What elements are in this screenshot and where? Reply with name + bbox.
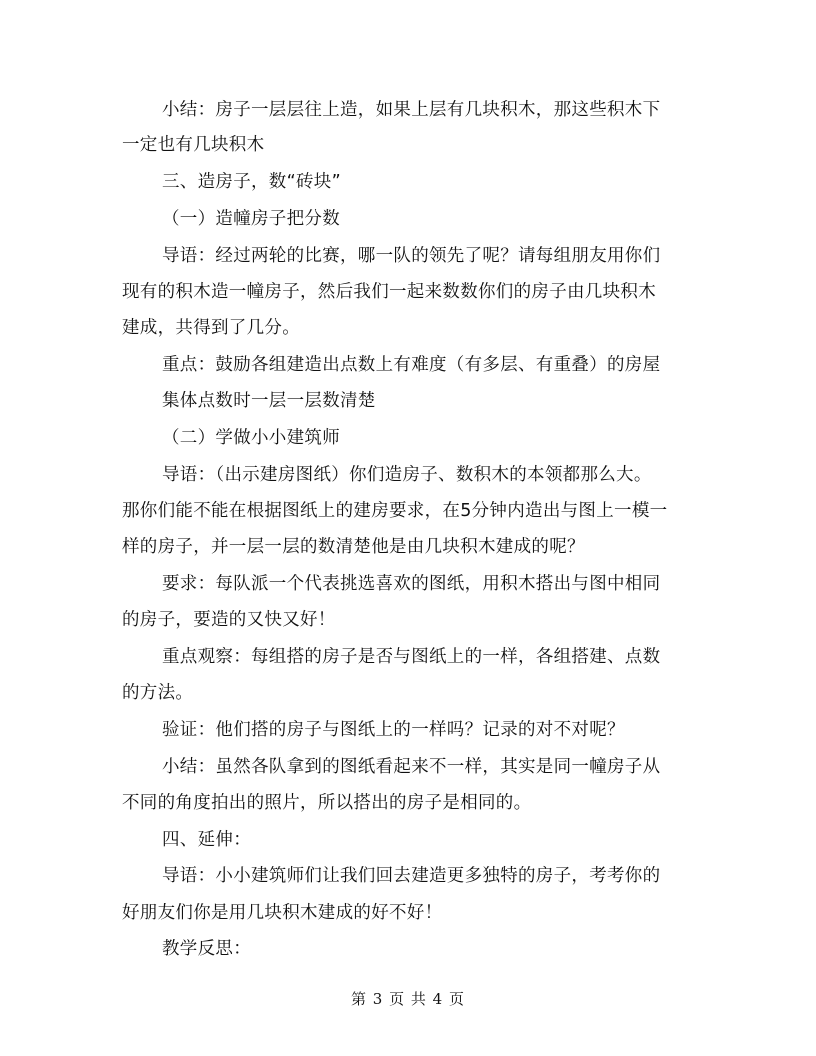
paragraph-line: 好朋友们你是用几块积木建成的好不好！: [122, 903, 443, 923]
paragraph-line: 不同的角度拍出的照片，所以搭出的房子是相同的。: [122, 793, 532, 813]
paragraph-line: 的房子，要造的又快又好！: [122, 610, 336, 630]
paragraph-line: 要求：每队派一个代表挑选喜欢的图纸，用积木搭出与图中相同: [162, 574, 661, 594]
paragraph-line: 样的房子，并一层一层的数清楚他是由几块积木建成的呢？: [122, 537, 585, 557]
paragraph-line: 导语：经过两轮的比赛，哪一队的领先了呢？请每组朋友用你们: [162, 246, 661, 266]
paragraph-line: 重点：鼓励各组建造出点数上有难度（有多层、有重叠）的房屋: [162, 355, 661, 375]
paragraph-line: 那你们能不能在根据图纸上的建房要求，在5分钟内造出与图上一模一: [122, 501, 668, 521]
section-heading: 四、延伸：: [162, 830, 251, 850]
paragraph-line: 教学反思：: [162, 939, 251, 959]
section-heading: 三、造房子，数“砖块”: [162, 172, 341, 192]
paragraph-line: 导语：小小建筑师们让我们回去建造更多独特的房子，考考你的: [162, 866, 661, 886]
paragraph-line: 小结：房子一层层往上造，如果上层有几块积木，那这些积木下: [162, 100, 661, 120]
paragraph-line: 一定也有几块积木: [122, 135, 265, 155]
paragraph-line: 现有的积木造一幢房子，然后我们一起来数数你们的房子由几块积木: [122, 282, 656, 302]
page-number-footer: 第 3 页 共 4 页: [351, 990, 465, 1008]
paragraph-line: 小结：虽然各队拿到的图纸看起来不一样，其实是同一幢房子从: [162, 757, 661, 777]
paragraph-line: 导语：（出示建房图纸）你们造房子、数积木的本领都那么大。: [162, 465, 652, 485]
paragraph-line: 建成，共得到了几分。: [122, 318, 300, 338]
paragraph-line: 集体点数时一层一层数清楚: [162, 391, 376, 411]
paragraph-line: 的方法。: [122, 683, 194, 703]
subsection-heading: （一）造幢房子把分数: [162, 209, 340, 229]
subsection-heading: （二）学做小小建筑师: [162, 428, 340, 448]
paragraph-line: 验证：他们搭的房子与图纸上的一样吗？记录的对不对呢？: [162, 720, 625, 740]
paragraph-line: 重点观察：每组搭的房子是否与图纸上的一样，各组搭建、点数: [162, 647, 661, 667]
